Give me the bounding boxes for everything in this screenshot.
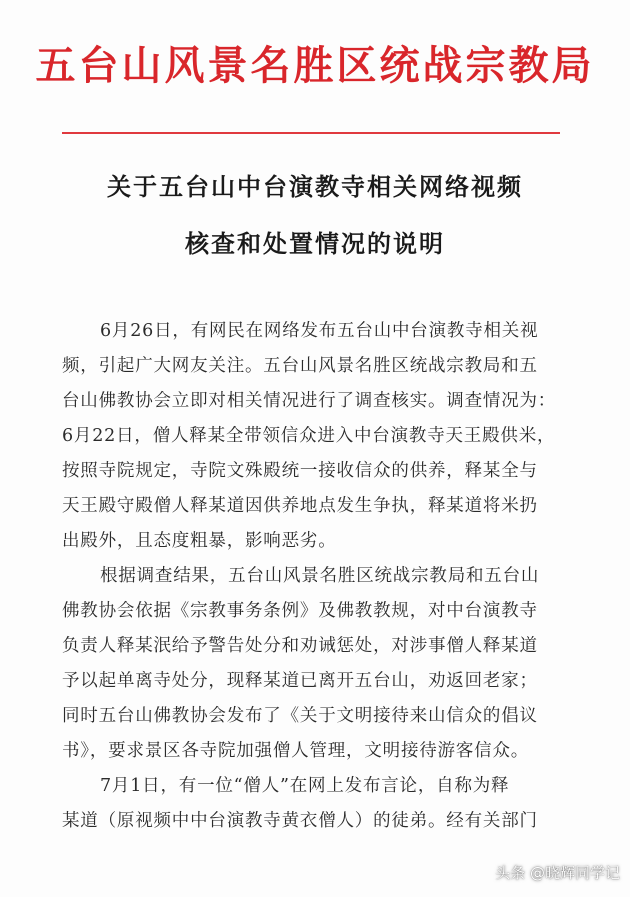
body-line: 某道（原视频中中台演教寺黄衣僧人）的徒弟。经有关部门 (62, 811, 538, 831)
body-line: 同时五台山佛教协会发布了《关于文明接待来山信众的倡议 (62, 706, 538, 726)
body-line: 佛教协会依据《宗教事务条例》及佛教教规，对中台演教寺 (62, 601, 538, 621)
body-line: 7月1日，有一位“僧人”在网上发布言论，自称为释 (100, 776, 510, 796)
body-line: 予以起单离寺处分，现释某道已离开五台山，劝返回老家； (62, 671, 538, 691)
body-line: 6月26日，有网民在网络发布五台山中台演教寺相关视 (100, 321, 539, 341)
body-line: 负责人释某泯给予警告处分和劝诫惩处，对涉事僧人释某道 (62, 636, 538, 656)
body-line: 天王殿守殿僧人释某道因供养地点发生争执，释某道将米扔 (62, 496, 538, 516)
document-body (62, 314, 568, 839)
body-line: 根据调查结果，五台山风景名胜区统战宗教局和五台山 (100, 566, 540, 586)
body-line: 6月22日，僧人释某全带领信众进入中台演教寺天王殿供米， (62, 426, 556, 446)
body-line: 台山佛教协会立即对相关情况进行了调查核实。调查情况为： (62, 391, 557, 411)
document-title-line-2: 核查和处置情况的说明 (185, 229, 445, 258)
body-line: 按照寺院规定，寺院文殊殿统一接收信众的供养，释某全与 (62, 461, 538, 481)
body-line: 频，引起广大网友关注。五台山风景名胜区统战宗教局和五 (62, 356, 538, 376)
document-title-line-1: 关于五台山中台演教寺相关网络视频 (107, 172, 523, 201)
body-line: 书》，要求景区各寺院加强僧人管理，文明接待游客信众。 (62, 741, 530, 761)
letterhead-red-rule (62, 132, 560, 134)
watermark: 头条 @晓辉同学记 (495, 864, 620, 882)
letterhead-title: 五台山风景名胜区统战宗教局 (35, 42, 595, 89)
body-line: 出殿外，且态度粗暴，影响恶劣。 (62, 531, 337, 551)
